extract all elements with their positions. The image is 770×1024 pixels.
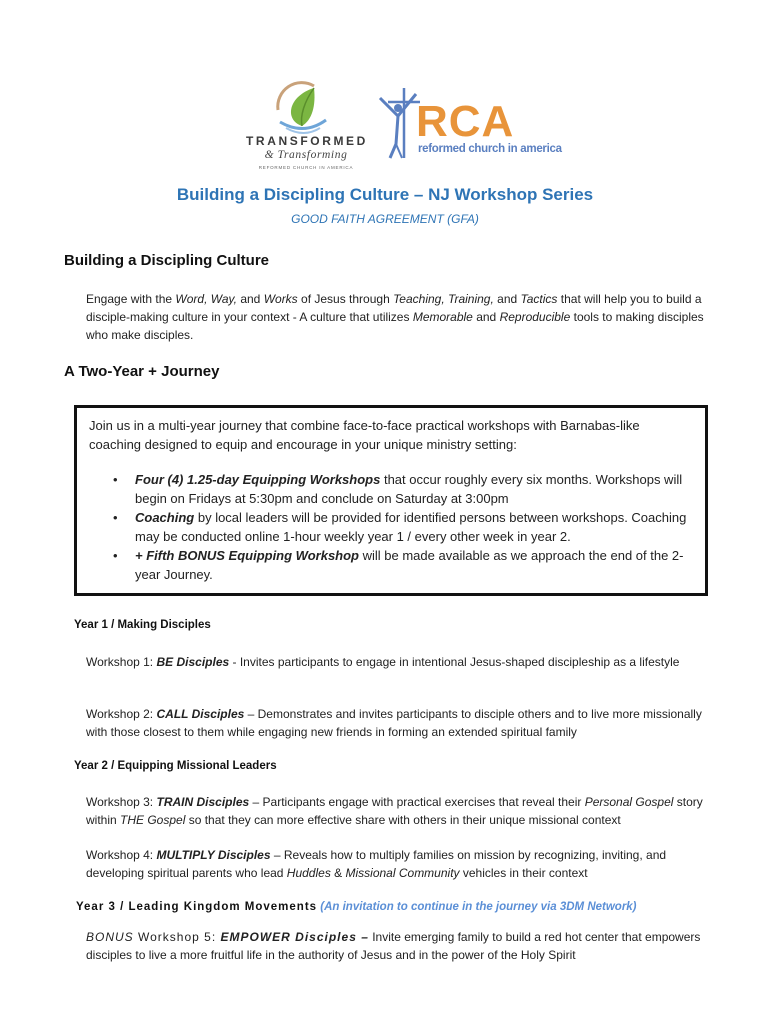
section-heading-culture: Building a Discipling Culture — [64, 252, 270, 269]
rca-wordmark: RCA — [416, 97, 515, 146]
transformed-tagline: REFORMED CHURCH IN AMERICA — [258, 165, 354, 170]
leaf-icon — [270, 76, 334, 140]
year2-heading: Year 2 / Equipping Missional Leaders — [74, 760, 277, 772]
transformed-wordmark: TRANSFORMED — [246, 134, 368, 148]
list-item: • Coaching by local leaders will be provided for identified persons between workshops. Coaching may be conducted online 1-hour weekly year 1 / every other week in year 2. — [113, 510, 687, 544]
network-invitation: (An invitation to continue in the journey via 3DM Network) — [320, 901, 637, 913]
transformed-logo — [246, 74, 366, 184]
journey-list — [89, 470, 693, 584]
transforming-subtitle: & Transforming — [264, 149, 348, 161]
workshop-4: Workshop 4: MULTIPLY Disciples – Reveals how to multiply families on mission by recognizing, inviting, and developing spiritual parents who lead Huddles & Missional Community vehicles in their context — [86, 848, 667, 880]
list-item: • + Fifth BONUS Equipping Workshop will be made available as we approach the end of the 2-year Journey. — [113, 548, 684, 582]
year3-heading: Year 3 / Leading Kingdom Movements (An invitation to continue in the journey via 3DM Network) — [76, 901, 637, 913]
section-heading-journey: A Two-Year + Journey — [64, 363, 220, 380]
journey-intro: Join us in a multi-year journey that combine face-to-face practical workshops with Barnabas-like coaching designed to equip and encourage in your unique ministry setting: — [89, 418, 640, 452]
workshop-1: Workshop 1: BE Disciples - Invites participants to engage in intentional Jesus-shaped discipleship as a lifestyle — [86, 655, 680, 669]
bullet: • — [113, 510, 118, 525]
rca-tagline: reformed church in america — [418, 143, 562, 155]
list-item: • Four (4) 1.25-day Equipping Workshops that occur roughly every six months. Workshops will begin on Fridays at 5:30pm and conclude on Saturday at 3:00pm — [113, 472, 683, 506]
year1-heading: Year 1 / Making Disciples — [74, 619, 211, 631]
bullet: • — [113, 472, 118, 487]
rca-logo — [376, 86, 566, 166]
page-title: Building a Discipling Culture – NJ Workshop Series — [176, 185, 594, 204]
page-subtitle: GOOD FAITH AGREEMENT (GFA) — [291, 212, 479, 226]
culture-paragraph: Engage with the Word, Way, and Works of Jesus through Teaching, Training, and Tactics that will help you to build a disciple-making culture in your context - A culture that utilizes Memorable and Reproducible tools to making disciples who make disciples. — [86, 292, 704, 342]
workshop-3: Workshop 3: TRAIN Disciples – Participants engage with practical exercises that reveal their Personal Gospel story within THE Gospel so that they can more effective share with others in their unique missional context — [86, 795, 703, 827]
bullet: • — [113, 548, 118, 563]
workshop-2: Workshop 2: CALL Disciples – Demonstrates and invites participants to disciple others and to live more missionally with those closest to them while engaging new friends in forming an extended spiritual family — [86, 707, 702, 739]
journey-box — [74, 405, 708, 596]
workshop-5: BONUS Workshop 5: EMPOWER Disciples – Invite emerging family to build a red hot center that empowers disciples to live a more fruitful life in the authority of Jesus and in the power of the Holy Spirit — [86, 930, 701, 962]
logo-banner — [0, 74, 770, 186]
